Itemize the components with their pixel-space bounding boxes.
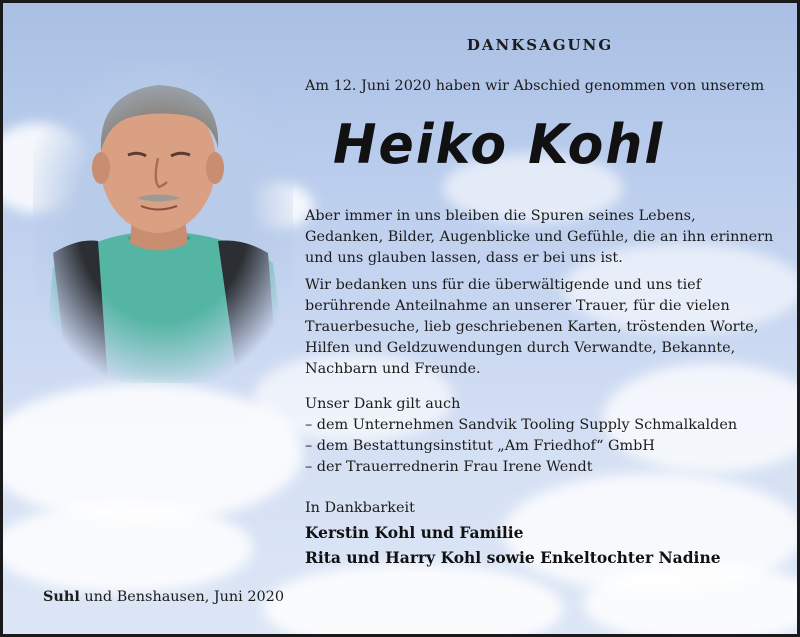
thanks-list-item: – dem Unternehmen Sandvik Tooling Supply Schmalkalden: [305, 417, 738, 433]
gratitude-paragraph: Wir bedanken uns für die überwältigende und uns tief berührende Anteilnahme an unserer Trauer, für die vielen Trauerbesuche, lieb geschriebenen Karten, tröstenden Worte, Hilfen und Geldzuwendungen durch Verwandte, Bekannte, Nachbarn und Freunde.: [305, 277, 759, 377]
cloud: [263, 563, 563, 637]
place-date: [43, 588, 284, 605]
page-title: DANKSAGUNG: [466, 36, 614, 54]
deceased-name: Heiko Kohl: [333, 113, 665, 177]
signature-family-2: Rita und Harry Kohl sowie Enkeltochter Nadine: [305, 548, 721, 567]
thanks-list: [305, 394, 775, 478]
thanks-list-item: – dem Bestattungsinstitut „Am Friedhof“ GmbH: [305, 438, 655, 454]
cloud: [0, 503, 253, 593]
memory-paragraph: Aber immer in uns bleiben die Spuren seines Lebens, Gedanken, Bilder, Augenblicke und Gefühle, die an ihn erinnern und uns glauben lassen, dass er bei uns ist.: [305, 208, 774, 266]
portrait-photo: [33, 63, 293, 383]
thanks-list-item: – der Trauerrednerin Frau Irene Wendt: [305, 459, 593, 475]
place-city: Suhl: [43, 588, 80, 605]
place-rest: und Benshausen, Juni 2020: [79, 589, 284, 605]
intro-text: Am 12. Juni 2020 haben wir Abschied genommen von unserem: [305, 78, 765, 94]
signature-family-1: Kerstin Kohl und Familie: [305, 523, 524, 542]
signature-intro: In Dankbarkeit: [305, 500, 415, 516]
thanks-list-intro: Unser Dank gilt auch: [305, 396, 461, 412]
